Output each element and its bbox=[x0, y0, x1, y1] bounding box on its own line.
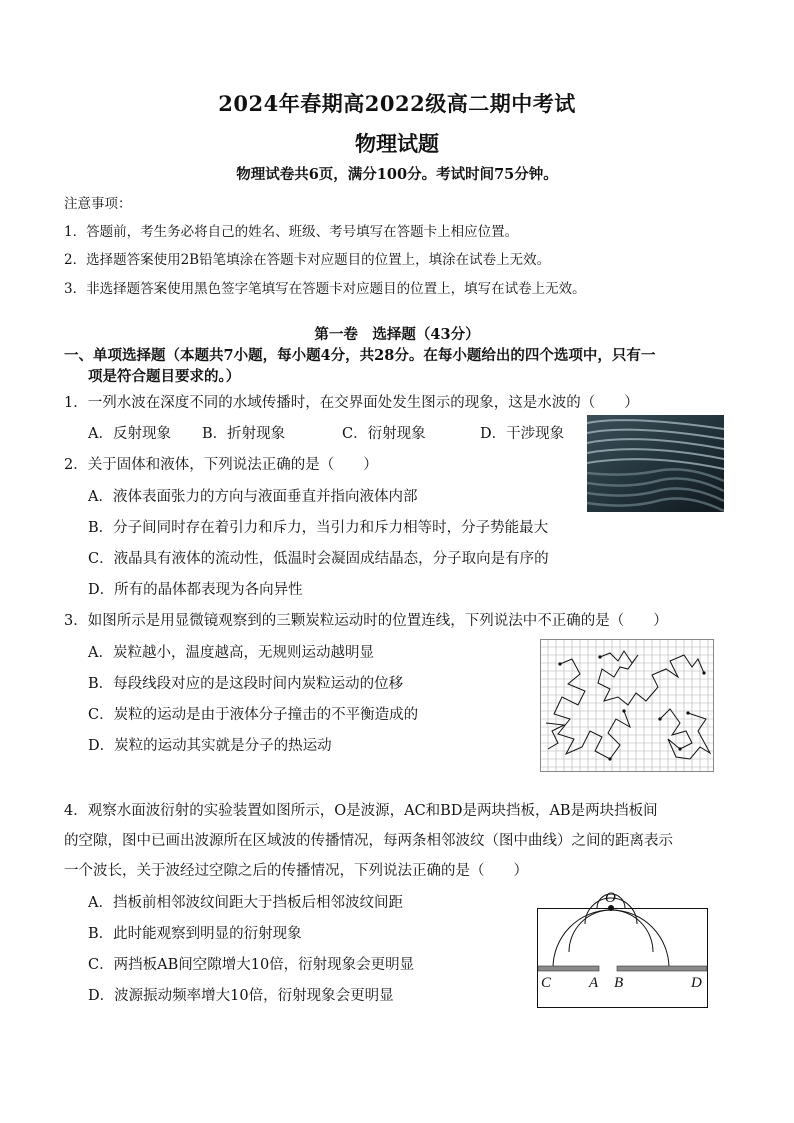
q4-stem-line2: 的空隙，图中已画出波源所在区域波的传播情况，每两条相邻波纹（图中曲线）之间的距离表示 bbox=[64, 833, 673, 849]
q2-option-a: A．液体表面张力的方向与液面垂直并指向液体内部 bbox=[88, 489, 418, 505]
q1-option-b: B．折射现象 bbox=[202, 426, 286, 442]
q3-stem: 3．如图所示是用显微镜观察到的三颗炭粒运动时的位置连线，下列说法中不正确的是（ ） bbox=[64, 613, 668, 629]
subject-title: 物理试题 bbox=[355, 131, 439, 156]
water-wave-photo bbox=[587, 415, 724, 512]
section-heading-line2: 项是符合题目要求的。） bbox=[88, 368, 241, 385]
exam-info: 物理试卷共6页，满分100分。考试时间75分钟。 bbox=[236, 166, 558, 183]
q2-option-b: B．分子间同时存在着引力和斥力，当引力和斥力相等时，分子势能最大 bbox=[88, 520, 549, 536]
q4-stem-line1-text: 4．观察水面波衍射的实验装置如图所示，O是波源，AC和BD是两块挡板，AB是两块挡板间 bbox=[64, 803, 658, 819]
q4-option-a: A．挡板前相邻波纹间距大于挡板后相邻波纹间距 bbox=[88, 895, 403, 911]
notice-item-1: 1．答题前，考生务必将自己的姓名、班级、考号填写在答题卡上相应位置。 bbox=[64, 224, 519, 240]
part1-title: 第一卷 选择题（43分） bbox=[314, 326, 480, 343]
notice-heading: 注意事项： bbox=[64, 196, 132, 212]
q2-stem: 2．关于固体和液体，下列说法正确的是（ ） bbox=[64, 457, 378, 473]
q3-option-d: D．炭粒的运动其实就是分子的热运动 bbox=[88, 738, 332, 754]
label-o: O bbox=[605, 890, 616, 906]
q4-stem-line3: 一个波长，关于波经过空隙之后的传播情况，下列说法正确的是（ ） bbox=[64, 863, 528, 879]
label-c: C bbox=[541, 975, 552, 991]
q4-option-c: C．两挡板AB间空隙增大10倍，衍射现象会更明显 bbox=[88, 957, 415, 973]
q4-option-b: B．此时能观察到明显的衍射现象 bbox=[88, 926, 302, 942]
label-d: D bbox=[691, 975, 702, 991]
q3-option-a: A．炭粒越小，温度越高，无规则运动越明显 bbox=[88, 645, 374, 661]
brownian-motion-figure bbox=[540, 639, 714, 772]
diffraction-figure bbox=[535, 888, 710, 1010]
q2-option-d: D．所有的晶体都表现为各向异性 bbox=[88, 582, 303, 598]
q1-stem: 1．一列水波在深度不同的水域传播时，在交界面处发生图示的现象，这是水波的（ ） bbox=[64, 395, 639, 411]
exam-title: 2024年春期高2022级高二期中考试 bbox=[218, 91, 576, 116]
q1-option-d: D．干涉现象 bbox=[480, 426, 565, 442]
notice-item-3: 3．非选择题答案使用黑色签字笔填写在答题卡对应题目的位置上，填写在试卷上无效。 bbox=[64, 281, 586, 297]
q4-stem-line1 bbox=[64, 799, 658, 820]
q3-option-c: C．炭粒的运动是由于液体分子撞击的不平衡造成的 bbox=[88, 707, 419, 723]
q1-option-a: A．反射现象 bbox=[88, 426, 171, 442]
label-a: A bbox=[589, 975, 599, 991]
q2-option-c: C．液晶具有液体的流动性，低温时会凝固成结晶态，分子取向是有序的 bbox=[88, 551, 549, 567]
q4-option-d: D．波源振动频率增大10倍，衍射现象会更明显 bbox=[88, 988, 394, 1004]
section-heading-line1: 一、单项选择题（本题共7小题，每小题4分，共28分。在每小题给出的四个选项中，只有一 bbox=[64, 347, 656, 364]
q3-option-b: B．每段线段对应的是这段时间内炭粒运动的位移 bbox=[88, 676, 404, 692]
label-b: B bbox=[614, 975, 624, 991]
q1-option-c: C．衍射现象 bbox=[342, 426, 426, 442]
notice-item-2: 2．选择题答案使用2B铅笔填涂在答题卡对应题目的位置上，填涂在试卷上无效。 bbox=[64, 252, 551, 268]
